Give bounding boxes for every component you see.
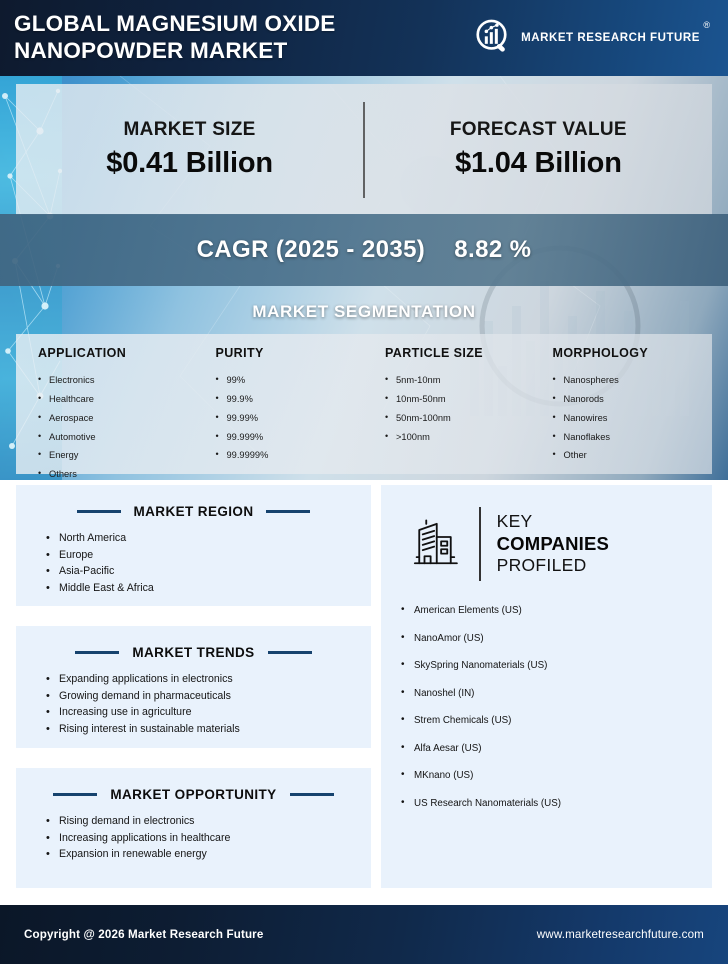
card-heading: [16, 768, 371, 802]
footer-website[interactable]: www.marketresearchfuture.com: [536, 928, 704, 941]
page-footer: [0, 905, 728, 964]
rule-right: [268, 651, 312, 653]
market-opportunity-list: [46, 813, 371, 863]
cagr-text: [197, 236, 532, 264]
segment-item: • Nanorods: [553, 395, 713, 405]
value-divider: [363, 102, 365, 198]
footer-copyright: Copyright @ 2026 Market Research Future: [24, 928, 264, 941]
list-item: • Alfa Aesar (US): [401, 743, 712, 754]
market-region-card: [16, 485, 371, 606]
segment-column-purity: [198, 346, 376, 474]
watermark-website: www.marketresearchfuture.com: [545, 888, 706, 900]
cagr-band: [0, 214, 728, 286]
segment-title: PARTICLE SIZE: [385, 346, 484, 360]
card-heading: [16, 626, 371, 660]
market-region-list: [46, 530, 371, 597]
segment-item: • Aerospace: [38, 414, 198, 424]
key-companies-card: [381, 485, 712, 888]
segment-item: • Other: [553, 451, 713, 461]
segment-item: • 99.9%: [216, 395, 376, 405]
brand-logo-text: MARKET RESEARCH FUTURE: [521, 32, 700, 44]
brand-logo: [474, 18, 710, 58]
rule-right: [266, 510, 310, 512]
segment-item: • Energy: [38, 451, 198, 461]
list-item: • North America: [46, 530, 371, 547]
list-item: • Expanding applications in electronics: [46, 671, 371, 688]
key-companies-list: [401, 605, 712, 809]
key-companies-words: [497, 511, 609, 577]
segment-item: • 50nm-100nm: [385, 414, 545, 424]
page-title-line1: GLOBAL MAGNESIUM OXIDE: [14, 11, 336, 37]
market-segmentation-heading-text: MARKET SEGMENTATION: [252, 302, 476, 321]
segment-title: MORPHOLOGY: [552, 346, 649, 360]
segment-item: • Electronics: [38, 376, 198, 386]
forecast-value-label: FORECAST VALUE: [449, 119, 627, 140]
list-item: • US Research Nanomaterials (US): [401, 798, 712, 809]
cagr-value: 8.82 %: [454, 236, 532, 263]
list-item: • Nanoshel (IN): [401, 688, 712, 699]
list-item: • Expansion in renewable energy: [46, 846, 371, 863]
segment-item: • Automotive: [38, 433, 198, 443]
segment-item: • 99.9999%: [216, 451, 376, 461]
list-item: • SkySpring Nanomaterials (US): [401, 660, 712, 671]
heading-divider: [479, 507, 481, 581]
segment-title: APPLICATION: [38, 346, 127, 360]
segment-item: • 99.999%: [216, 433, 376, 443]
segment-list: [553, 376, 713, 461]
market-size-label: MARKET SIZE: [123, 119, 256, 140]
segment-item: • Others: [38, 470, 198, 480]
list-item: • Increasing applications in healthcare: [46, 830, 371, 847]
segment-column-application: [16, 346, 198, 480]
cagr-label: CAGR (2025 - 2035): [196, 236, 426, 263]
segment-column-particle-size: [375, 346, 545, 474]
hero-section: [0, 76, 728, 480]
segmentation-panel: [16, 334, 712, 480]
heading-line-companies: COMPANIES: [496, 532, 610, 554]
market-trends-card: [16, 626, 371, 748]
market-opportunity-title: MARKET OPPORTUNITY: [110, 787, 277, 802]
rule-left: [77, 510, 121, 512]
list-item: • Rising demand in electronics: [46, 813, 371, 830]
market-size-block: [16, 119, 363, 180]
list-item: • MKnano (US): [401, 770, 712, 781]
list-item: • NanoAmor (US): [401, 633, 712, 644]
segment-item: • >100nm: [385, 433, 545, 443]
rule-left: [75, 651, 119, 653]
segment-item: • Nanospheres: [553, 376, 713, 386]
page-title: [14, 11, 336, 64]
segment-item: • 5nm-10nm: [385, 376, 545, 386]
key-companies-heading: [381, 485, 712, 581]
card-heading: [16, 485, 371, 519]
list-item: • Increasing use in agriculture: [46, 704, 371, 721]
segment-list: [216, 376, 376, 461]
list-item: • American Elements (US): [401, 605, 712, 616]
segment-item: • Nanoflakes: [553, 433, 713, 443]
market-trends-title: MARKET TRENDS: [132, 645, 255, 660]
forecast-value-value: $1.04 Billion: [455, 147, 622, 179]
list-item: • Asia-Pacific: [46, 563, 371, 580]
page-header: [0, 0, 728, 76]
list-item: • Strem Chemicals (US): [401, 715, 712, 726]
segment-item: • Nanowires: [553, 414, 713, 424]
market-value-card: [16, 84, 712, 215]
segment-item: • 99%: [216, 376, 376, 386]
segment-list: [385, 376, 545, 442]
segment-list: [38, 376, 198, 480]
heading-line-profiled: PROFILED: [496, 555, 587, 576]
heading-line-key: KEY: [496, 510, 533, 531]
registered-trademark-icon: ®: [703, 20, 710, 30]
rule-right: [290, 793, 334, 795]
market-opportunity-card: [16, 768, 371, 888]
segment-item: • Healthcare: [38, 395, 198, 405]
forecast-value-block: [365, 119, 712, 180]
list-item: • Europe: [46, 547, 371, 564]
market-size-value: $0.41 Billion: [106, 147, 273, 179]
segment-item: • 99.99%: [216, 414, 376, 424]
segment-item: • 10nm-50nm: [385, 395, 545, 405]
page-title-line2: NANOPOWDER MARKET: [14, 38, 288, 63]
market-region-title: MARKET REGION: [133, 504, 254, 519]
list-item: • Middle East & Africa: [46, 580, 371, 597]
lower-content: [0, 480, 728, 900]
office-building-icon: [407, 516, 463, 572]
segment-column-morphology: [545, 346, 713, 474]
magnifier-chart-logo-icon: [474, 18, 514, 58]
list-item: • Rising interest in sustainable materials: [46, 721, 371, 738]
watermark-copyright: Copyright @ 2025 Market Research Future: [36, 888, 276, 900]
market-trends-list: [46, 671, 371, 738]
segment-title: PURITY: [215, 346, 264, 360]
list-item: • Growing demand in pharmaceuticals: [46, 688, 371, 705]
rule-left: [53, 793, 97, 795]
market-segmentation-heading: [0, 286, 728, 338]
